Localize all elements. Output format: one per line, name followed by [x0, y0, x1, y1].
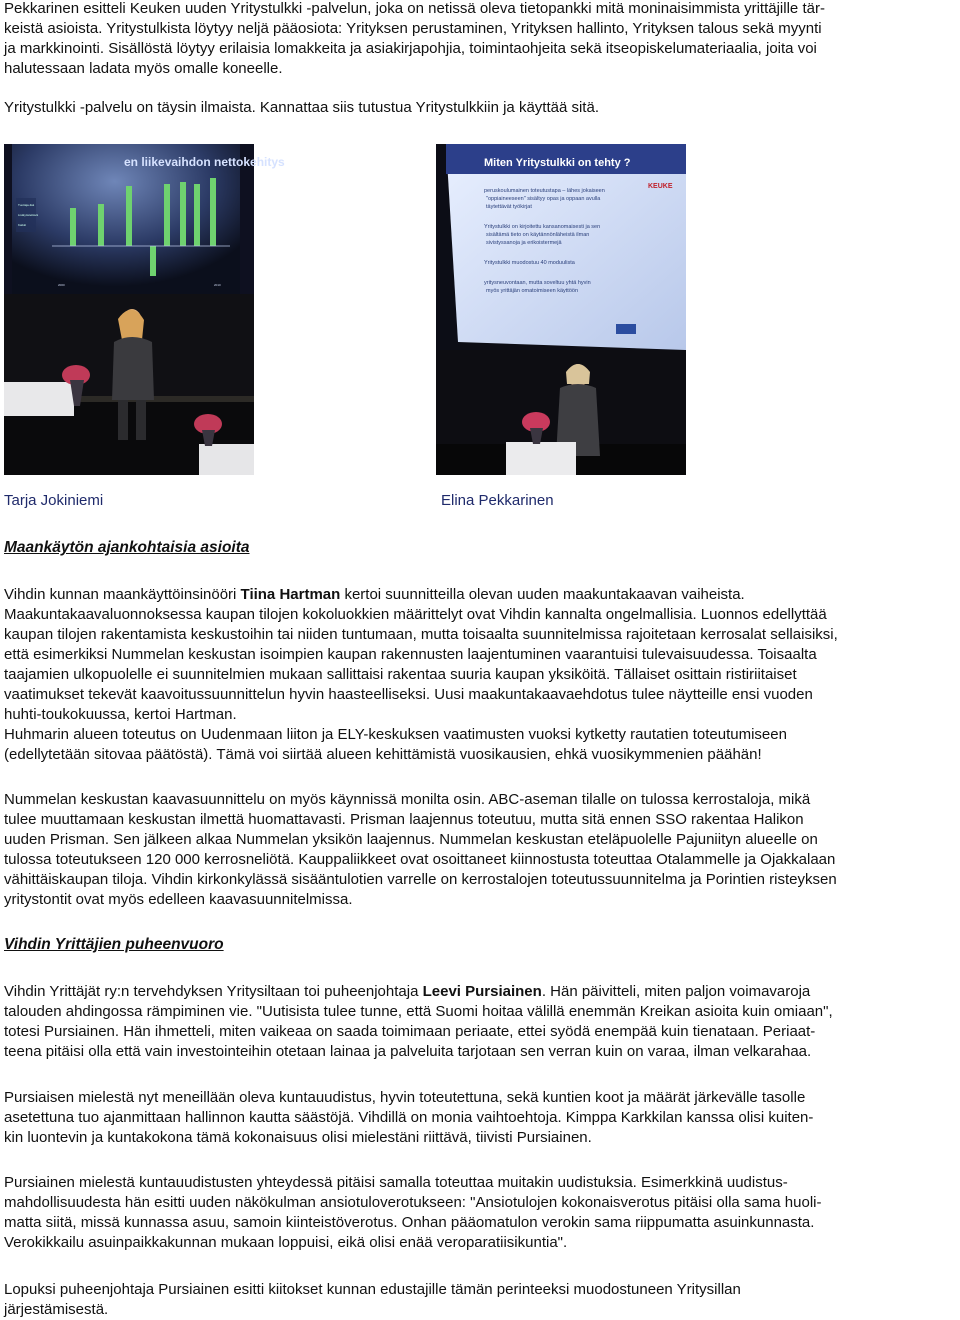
- text-line: Verokikkailu asuinpaikkakunnan mukaan loppuisi, eikä olisi enää veroparatiisikuntia".: [4, 1234, 568, 1251]
- text-line: Maakuntakaavaluonnoksessa kaupan tilojen kokoluokkien määrittelyt ovat Vihdin kannalta ongelmallisia. Luonnos edellyttää: [4, 606, 827, 623]
- person-name: Leevi Pursiainen: [422, 983, 542, 1000]
- person-name: Tiina Hartman: [240, 586, 341, 603]
- slide-axis-ticks: 2000: [58, 283, 65, 287]
- slide-bullet: "oppiaineeseen" sisältyy opas ja oppaan avulla: [486, 196, 601, 202]
- text-line: tulossa toteutukseen 120 000 kerrosneliötä. Kauppaliikkeet ovat osoittaneet kiinnostusta toteuttaa Otalammelle ja Ojakkalaan: [4, 851, 836, 868]
- text-run: kertoi suunnitteilla olevan uuden maakuntakaavan vaiheista.: [340, 586, 745, 603]
- section2-paragraph1: [4, 982, 956, 1062]
- legend-item: Kaikki: [18, 223, 27, 227]
- text-line: (edellytetään sitovaa päätöstä). Tämä voi siirtää alueen kehittämistä vuosikausien, ehkä vuosikymmenien päähän!: [4, 746, 762, 763]
- text-line: totesi Pursiainen. Hän ihmetteli, miten vaikeaa on saada toimimaan periaate, ettei syödä enempää kuin tienataan. Periaat-: [4, 1023, 816, 1040]
- text-line: vähittäiskaupan tiloja. Vihdin kirkonkylässä sisääntulotien varrelle on kerrostalojen toteutussuunnitelma ja Porintien risteyksen: [4, 871, 837, 888]
- section2-paragraph3: [4, 1173, 956, 1253]
- intro-note: Yritystulkki -palvelu on täysin ilmaista. Kannattaa siis tutustua Yritystulkkiin ja käyttää sitä.: [4, 99, 599, 116]
- photo-caption-left: Tarja Jokiniemi: [4, 492, 104, 509]
- slide-bullet: yritysneuvontaan, mutta soveltuu yhtä hyvin: [484, 280, 591, 286]
- text-line: talouden ahdingossa rämpiminen vie. "Uutisista tulee tunne, että Suomi hoitaa välillä enemmän Kreikan asioita kuin omiaan",: [4, 1003, 833, 1020]
- text-run: Vihdin kunnan maankäyttöinsinööri: [4, 586, 241, 603]
- text-line: kaupan tilojen rakentamista keskustoihin tai niiden tuntumaan, mutta toisaalta suunnitelmissa rajoitetaan kerrosalat sellaisiksi,: [4, 626, 838, 643]
- text-line: uuden Prisman. Sen jälkeen alkaa Nummelan yksikön laajennus. Nummelan keskustan eteläpuolelle Pajuniityn alueelle on: [4, 831, 818, 848]
- slide-bullet: Yritystulkki on kirjoitettu kansanomaisesti ja sen: [484, 224, 601, 230]
- text-line: kin luontevin ja kuntakokona tämä kokonaisuus olisi mielestäni riittävä, tiivisti Pursiainen.: [4, 1129, 592, 1146]
- slide-bullet: myös yrittäjän omatoimiseen käyttöön: [486, 288, 579, 294]
- text-line: ja markkinointi. Sisällöstä löytyy erilaisia lomakkeita ja asiakirjapohjia, toimintaohjeita sekä itseopiskelumateriaalia, joita voi: [4, 40, 817, 57]
- intro-paragraph: [4, 0, 956, 79]
- slide-bullet: peruskoulumainen toteutustapa – lähes jokaiseen: [484, 188, 605, 194]
- slide-axis-ticks: 2010: [214, 283, 221, 287]
- photo-tarja-jokiniemi: [4, 144, 285, 475]
- slide-title: en liikevaihdon nettokehitys: [124, 155, 285, 169]
- text-run: . Hän päivitteli, miten paljon voimavaroja: [541, 983, 811, 1000]
- text-line: asetettuna tuo ajanmittaan hallinnon kautta säästöjä. Vihdillä on monia vaihtoehtoja. Kimppa Karkkilan kanssa olisi kuiten-: [4, 1109, 814, 1126]
- text-line: matta siitä, missä kunnassa asuu, samoin kiinteistöverotus. Onhan pääomatulon verokin sama riippumatta asuinkunnasta.: [4, 1214, 815, 1231]
- legend-item: Tuottaja-lisä: [18, 203, 35, 207]
- text-line: mahdollisuudesta hän esitti uuden näkökulman ansiotuloverotukseen: "Ansiotulojen kokonaisverotus pitäisi olla sama huoli-: [4, 1194, 822, 1211]
- text-line: Lopuksi puheenjohtaja Pursiainen esitti kiitokset kunnan edustajille tämän perinteeksi muodostuneen Yritysillan: [4, 1281, 741, 1298]
- text-line: Pekkarinen esitteli Keuken uuden Yritystulkki -palvelun, joka on netissä oleva tietopankki mitä moninaisimmista yrittäjille tär-: [4, 0, 825, 17]
- section-title-entrepreneurs: Vihdin Yrittäjien puheenvuoro: [4, 936, 224, 953]
- text-line: [4, 982, 956, 1002]
- text-line: halutessaan ladata myös omalle koneelle.: [4, 60, 283, 77]
- text-line: että esimerkiksi Nummelan keskustan isoimpien kaupan rakennusten laajentuminen vaarantuisi tulevaisuudessa. Toisaalta: [4, 646, 817, 663]
- text-line: Nummelan keskustan kaavasuunnittelu on myös käynnissä monilta osin. ABC-aseman tilalle on tulossa kerrostaloja, mikä: [4, 791, 811, 808]
- text-line: Huhmarin alueen toteutus on Uudenmaan liiton ja ELY-keskuksen vaatimusten vuoksi kytketty rautatien toteutumiseen: [4, 726, 787, 743]
- slide-title: Miten Yritystulkki on tehty ?: [484, 157, 631, 169]
- section1-paragraph1: [4, 585, 956, 765]
- text-line: huhti-toukokuussa, kertoi Hartman.: [4, 706, 237, 723]
- slide-bullet: sisältämä tieto on käytännönläheistä ilman: [486, 232, 590, 238]
- text-line: Pursiaisen mielestä nyt meneillään oleva kuntauudistus, hyvin toteutettuna, sekä kuntien koot ja määrät järkevälle tasolle: [4, 1089, 806, 1106]
- slide-bullet: Yritystulkki muodostuu 40 moduulista: [484, 260, 575, 266]
- text-run: Vihdin Yrittäjät ry:n tervehdyksen Yritysiltaan toi puheenjohtaja: [4, 983, 423, 1000]
- legend-item: Lisätyöstettävä: [18, 213, 39, 217]
- section-title-land-use: Maankäytön ajankohtaisia asioita: [4, 539, 250, 556]
- text-line: yritystontit ovat myös edelleen kaavasuunnitelmissa.: [4, 891, 353, 908]
- section2-paragraph2: [4, 1088, 956, 1148]
- section1-paragraph2: [4, 790, 956, 910]
- slide-bullet: täytettävät työkirjat: [486, 204, 532, 210]
- slide-logo: KEUKE: [648, 183, 673, 190]
- text-line: Pursiainen mielestä kuntauudistusten yhteydessä pitäisi samalla toteuttaa muitakin uudistuksia. Esimerkkinä uudistus-: [4, 1174, 788, 1191]
- text-line: vaatimukset tekevät kaavoitussuunnittelun hyvin haasteelliseksi. Uusi maakuntakaavaehdotus tulee näytteille ensi vuoden: [4, 686, 813, 703]
- text-line: tulee muuttamaan keskustan ilmettä huomattavasti. Prisman laajennus toteutuu, mutta sitä ennen SSO rakentaa Halikon: [4, 811, 804, 828]
- text-line: järjestämisestä.: [4, 1301, 109, 1318]
- text-line: taajamien ulkopuolelle ei suunnitelmien mukaan sallittaisi rakentaa suuria kaupan yksiköitä. Tällaiset osittain ristiriitaiset: [4, 666, 797, 683]
- text-line: keistä asioista. Yritystulkista löytyy neljä pääosiota: Yrityksen perustaminen, Yrityksen hallinto, Yrityksen talous sekä myynti: [4, 20, 822, 37]
- text-line: teena pitäisi olla että vain investointeihin otetaan lainaa ja palveluita tarjotaan sen verran kuin on varaa, ilman velkarahaa.: [4, 1043, 812, 1060]
- text-line: [4, 585, 956, 605]
- section2-paragraph4: [4, 1280, 956, 1320]
- photo-elina-pekkarinen: [436, 144, 686, 475]
- slide-bullet: sivistyssanoja ja erikoistermejä: [486, 240, 562, 246]
- photo-caption-right: Elina Pekkarinen: [441, 492, 554, 509]
